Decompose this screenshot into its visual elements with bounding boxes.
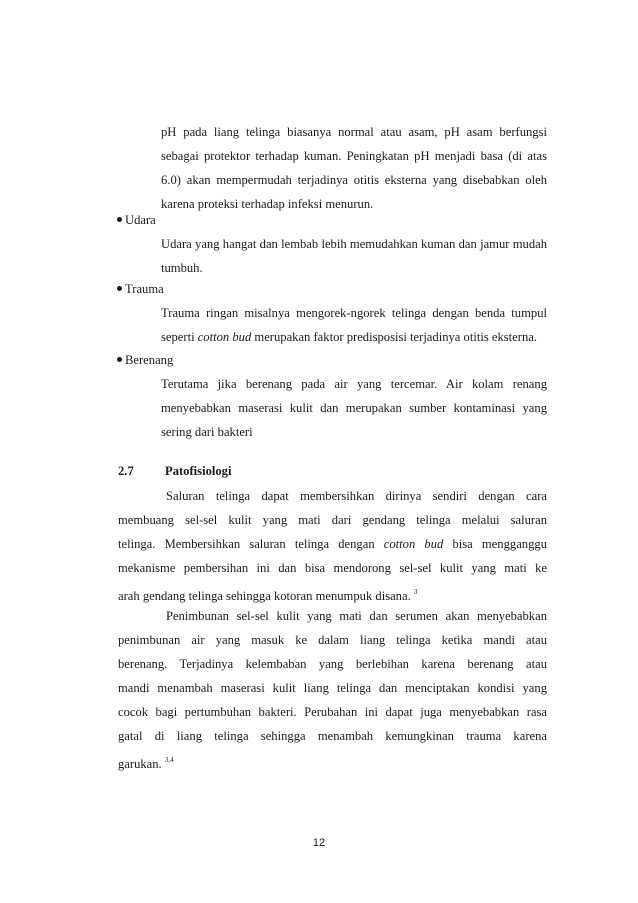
- para2-line-7: garukan. $^{3,4}$: [118, 756, 174, 771]
- trauma-line-2: seperti cotton bud merupakan faktor predisposisi terjadinya otitis eksterna.: [161, 330, 537, 344]
- para2-line-1: Penimbunan sel-sel kulit yang mati dan serumen akan menyebabkan: [166, 609, 547, 623]
- citation-ref: 3: [413, 588, 418, 596]
- bullet-label: Udara: [125, 213, 156, 227]
- trauma-line-1: Trauma ringan misalnya mengorek-ngorek telinga dengan benda tumpul: [161, 306, 547, 320]
- bullet-label: Trauma: [125, 282, 164, 296]
- para1-line-4: mekanisme pembersihan ini dan bisa mendorong sel-sel kulit yang mati ke: [118, 561, 547, 575]
- para1-line-5: arah gendang telinga sehingga kotoran menumpuk disana. $^3$: [118, 588, 418, 603]
- intro-line-1: pH pada liang telinga biasanya normal atau asam, pH asam berfungsi: [161, 125, 547, 139]
- para2-line-4: mandi menambah maserasi kulit liang telinga dan menciptakan kondisi yang: [118, 681, 547, 695]
- intro-line-2: sebagai protektor terhadap kuman. Peningkatan pH menjadi basa (di atas: [161, 149, 547, 163]
- para2-line-3: berenang. Terjadinya kelembaban yang berlebihan karena berenang atau: [118, 657, 547, 671]
- bullet-label: Berenang: [125, 353, 174, 367]
- para1-line-3: telinga. Membersihkan saluran telinga dengan cotton bud bisa mengganggu: [118, 537, 547, 551]
- bullet-trauma: [117, 281, 557, 297]
- bullet-udara: [117, 212, 557, 228]
- bullet-berenang: [117, 352, 557, 368]
- berenang-line-2: menyebabkan maserasi kulit dan merupakan sumber kontaminasi yang: [161, 401, 547, 415]
- udara-line-1: Udara yang hangat dan lembab lebih memudahkan kuman dan jamur mudah: [161, 237, 547, 251]
- para2-line-5: cocok bagi pertumbuhan bakteri. Perubahan ini dapat juga menyebabkan rasa: [118, 705, 547, 719]
- udara-line-2: tumbuh.: [161, 261, 203, 275]
- section-title: Patofisiologi: [165, 464, 232, 478]
- berenang-line-1: Terutama jika berenang pada air yang tercemar. Air kolam renang: [161, 377, 547, 391]
- intro-line-4: karena proteksi terhadap infeksi menurun.: [161, 197, 374, 211]
- section-number: 2.7: [118, 464, 134, 478]
- intro-line-3: 6.0) akan mempermudah terjadinya otitis eksterna yang disebabkan oleh: [161, 173, 547, 187]
- bullet-dot-icon: [117, 286, 122, 291]
- bullet-dot-icon: [117, 217, 122, 222]
- citation-ref: 3,4: [164, 756, 174, 764]
- para1-line-2: membuang sel-sel kulit yang mati dari gendang telinga melalui saluran: [118, 513, 547, 527]
- page-number: 12: [312, 837, 326, 849]
- bullet-dot-icon: [117, 357, 122, 362]
- para2-line-6: gatal di liang telinga sehingga menambah kemungkinan trauma karena: [118, 729, 547, 743]
- berenang-line-3: sering dari bakteri: [161, 425, 253, 439]
- para2-line-2: penimbunan air yang masuk ke dalam liang telinga ketika mandi atau: [118, 633, 547, 647]
- para1-line-1: Saluran telinga dapat membersihkan dirinya sendiri dengan cara: [166, 489, 547, 503]
